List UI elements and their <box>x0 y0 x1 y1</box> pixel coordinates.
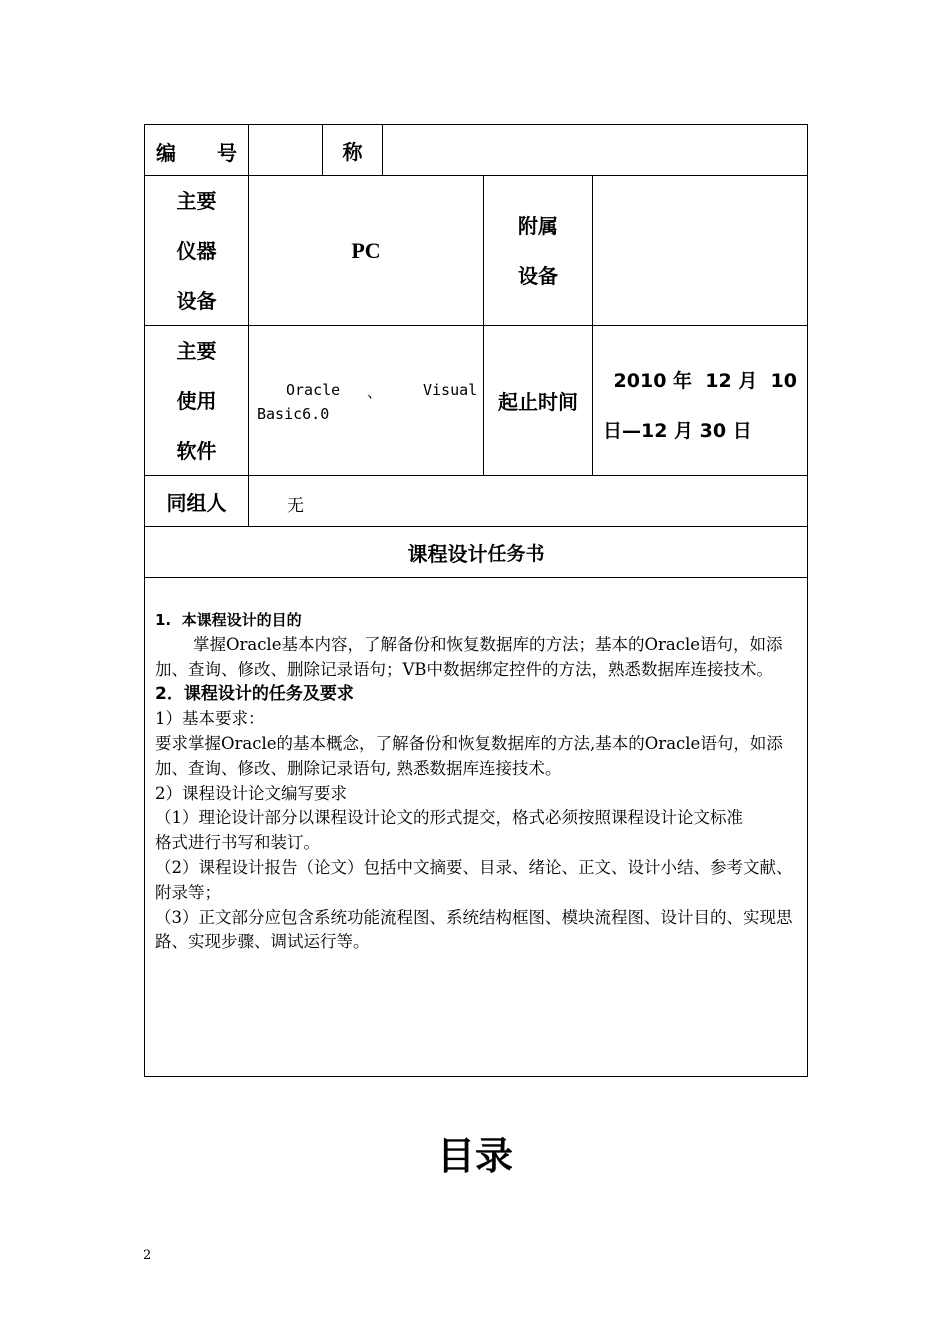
name-value-cell <box>382 124 808 176</box>
software-visual: Visual <box>423 381 478 399</box>
task-heading-1: 1. 本课程设计的目的 <box>155 611 302 629</box>
task-requirement-1-cont: 格式进行书写和装订。 <box>155 833 320 853</box>
task-requirement-3: （3）正文部分应包含系统功能流程图、系统结构框图、模块流程图、设计目的、实现思路、实现步骤、调试运行等。 <box>155 907 793 952</box>
task-basic-requirements-text: 要求掌握Oracle的基本概念，了解备份和恢复数据库的方法,基本的Oracle语句，如添加、查询、修改、删除记录语句, 熟悉数据库连接技术。 <box>155 733 783 778</box>
software-label-line-1: 主要 <box>176 338 217 363</box>
time-label: 起止时间 <box>498 390 578 414</box>
task-title-rest: 任务书 <box>487 542 545 565</box>
task-title-bold: 课程设计 <box>407 541 488 566</box>
number-value-cell <box>248 124 323 176</box>
number-label-char-2: 号 <box>217 141 237 165</box>
name-label: 称 <box>342 139 363 164</box>
attached-equipment-value-cell <box>592 175 808 326</box>
equipment-value: PC <box>351 237 381 263</box>
number-label-cell <box>144 124 249 176</box>
software-label-line-2: 使用 <box>176 388 217 413</box>
task-heading-2: 2．课程设计的任务及要求 <box>155 684 354 705</box>
software-basic: Basic6.0 <box>257 405 330 423</box>
attached-equipment-label-line-1: 附属 <box>518 213 558 238</box>
attached-equipment-label-cell <box>483 175 593 326</box>
time-value-line-1: 2010 年 12 月 10 <box>613 370 797 392</box>
equipment-label-cell <box>144 175 249 326</box>
equipment-label-line-1: 主要 <box>176 188 217 213</box>
task-title-cell <box>144 526 808 578</box>
page-number: 2 <box>143 1248 152 1263</box>
software-oracle: Oracle <box>286 381 341 399</box>
task-body-cell <box>144 577 808 1077</box>
attached-equipment-label-line-2: 设备 <box>518 263 558 288</box>
task-paragraph-1: 掌握Oracle基本内容，了解备份和恢复数据库的方法；基本的Oracle语句，如添加、查询、修改、删除记录语句；VB中数据绑定控件的方法，熟悉数据库连接技术。 <box>155 634 783 679</box>
software-label-line-3: 软件 <box>176 438 217 463</box>
time-value-cell <box>592 325 808 476</box>
number-label-char-1: 编 <box>156 141 176 165</box>
equipment-label-line-3: 设备 <box>176 288 217 313</box>
software-label-cell <box>144 325 249 476</box>
name-label-cell <box>322 124 383 176</box>
software-value-cell <box>248 325 484 476</box>
task-requirement-2: （2）课程设计报告（论文）包括中文摘要、目录、绪论、正文、设计小结、参考文献、附录等； <box>155 857 793 902</box>
equipment-value-cell <box>248 175 484 326</box>
task-paper-requirements-label: 2）课程设计论文编写要求 <box>155 783 347 803</box>
time-value-line-2: 日—12 月 30 日 <box>603 420 752 442</box>
group-members-value: 无 <box>287 496 304 516</box>
equipment-label-line-2: 仪器 <box>176 238 217 263</box>
time-label-cell <box>483 325 593 476</box>
group-members-label: 同组人 <box>166 490 227 515</box>
group-members-label-cell <box>144 475 249 527</box>
task-requirement-1: （1）理论设计部分以课程设计论文的形式提交，格式必须按照课程设计论文标准 <box>155 808 743 828</box>
software-separator: 、 <box>367 383 383 401</box>
toc-title: 目录 <box>436 1134 513 1178</box>
group-members-value-cell <box>248 475 808 527</box>
task-basic-requirements-label: 1）基本要求： <box>155 709 265 729</box>
